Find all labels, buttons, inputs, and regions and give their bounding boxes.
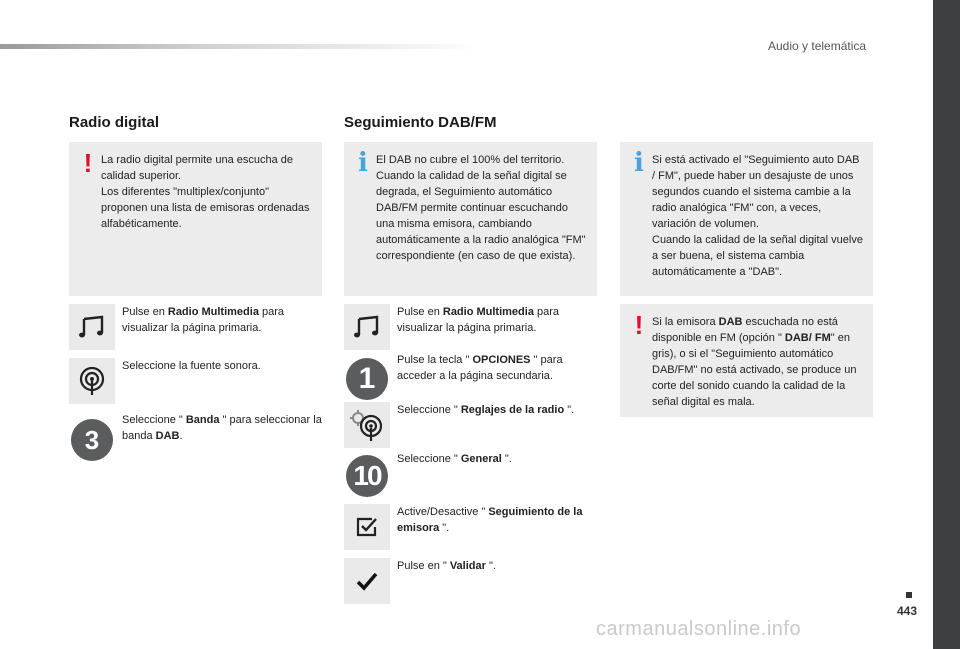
badge-10-icon: 10 (346, 455, 388, 497)
seguimiento-step-5: Active/Desactive " Seguimiento de la emisora ". (397, 506, 583, 534)
watermark: carmanualsonline.info (596, 618, 802, 640)
seguimiento-step-4: Seleccione " General ". (397, 453, 512, 465)
page-sidebar (933, 0, 960, 649)
badge-3-icon: 3 (71, 419, 113, 461)
checkmark-icon (344, 558, 390, 604)
seguimiento-step-3: Seleccione " Reglajes de la radio ". (397, 404, 575, 416)
right-info-box (620, 142, 873, 296)
info-icon: i (358, 148, 368, 178)
badge-1-icon: 1 (346, 358, 388, 400)
warning-icon: ! (83, 148, 93, 178)
radio-step-3: Seleccione " Banda " para seleccionar la banda DAB. (122, 414, 322, 442)
radio-digital-title: Radio digital (69, 114, 159, 131)
seguimiento-info-text: El DAB no cubre el 100% del territorio. Cuando la calidad de la señal digital se degrada, el Seguimiento automático DAB/FM permite continuar escuchando una misma emisora, cambiando automáticamente a la radio analógica "FM" correspondiente (en caso de que exista). (376, 154, 586, 262)
right-info-text: Si está activado el "Seguimiento auto DAB / FM", puede haber un desajuste de unos segundos cuando el sistema cambie a la radio analógica "FM" con, a veces, variación de volumen. Cuando la calidad de la señal digital vuelve a ser buena, el sistema cambia automáticamente a "DAB". (652, 154, 863, 278)
radio-settings-icon (344, 402, 390, 448)
radio-source-icon (69, 358, 115, 404)
radio-step-1: Pulse en Radio Multimedia para visualizar la página primaria. (122, 306, 285, 334)
seguimiento-step-2: Pulse la tecla " OPCIONES " para acceder a la página secundaria. (397, 354, 563, 382)
radio-digital-warning-text: La radio digital permite una escucha de calidad superior. Los diferentes "multiplex/conjunto" proponen una lista de emisoras ordenadas alfabéticamente. (101, 154, 310, 230)
right-warning-box (620, 304, 873, 417)
page-number: 443 (897, 604, 918, 618)
music-note-icon (344, 304, 390, 350)
page-marker (906, 592, 912, 598)
music-note-icon (69, 304, 115, 350)
radio-digital-warning-box (69, 142, 322, 296)
section-header: Audio y telemática (768, 39, 867, 53)
right-warning-text: Si la emisora DAB escuchada no está disponible en FM (opción " DAB/ FM" en gris), o si el "Seguimiento automático DAB/FM" no está activado, se produce un corte del sonido cuando la calidad de la señal digital es mala. (652, 316, 857, 408)
radio-step-2: Seleccione la fuente sonora. (122, 360, 261, 372)
seguimiento-info-box (344, 142, 597, 296)
header-decoration-bar (0, 44, 480, 49)
seguimiento-title: Seguimiento DAB/FM (344, 114, 497, 131)
warning-icon: ! (634, 310, 644, 340)
info-icon: i (634, 148, 644, 178)
seguimiento-step-6: Pulse en " Validar ". (397, 560, 496, 572)
seguimiento-step-1: Pulse en Radio Multimedia para visualizar la página primaria. (397, 306, 560, 334)
checkbox-icon (344, 504, 390, 550)
